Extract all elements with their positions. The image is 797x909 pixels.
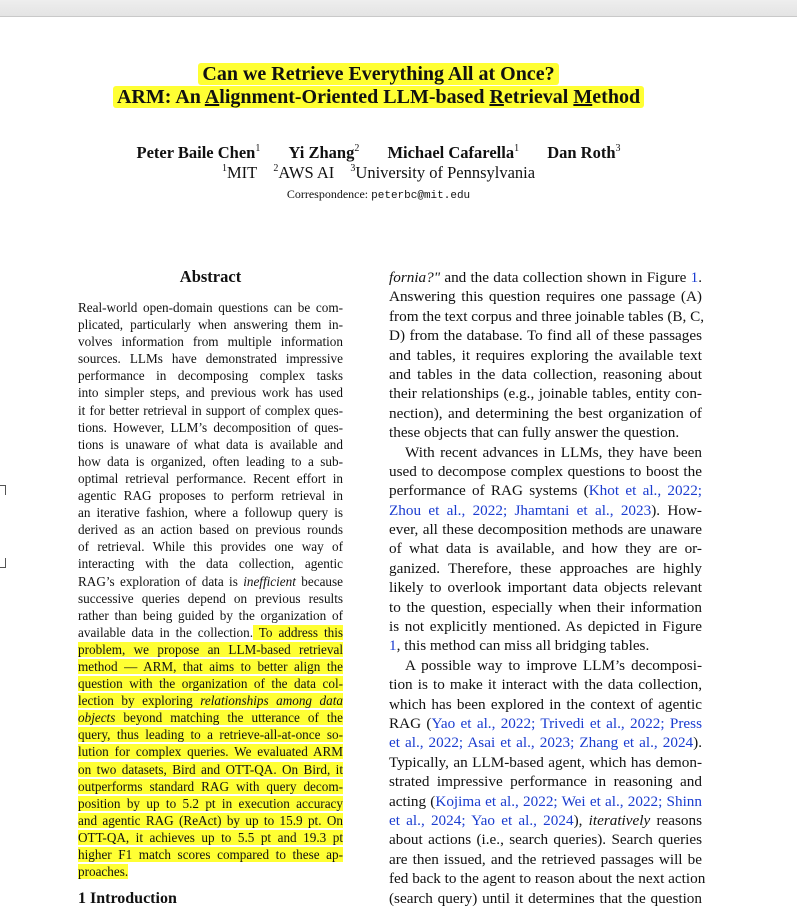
citation-link[interactable]: 1 [389,637,397,655]
intro-text: used to decompose complex questions to boost the [389,462,702,480]
intro-text: of what data is available, and how they are or- [389,540,702,558]
citation-link[interactable]: Kojima et al., 2022; Wei et al., 2022; Shinn [435,792,702,810]
abstract-line [78,641,343,658]
abstract-text: relationships among data [200,693,343,709]
intro-line [389,539,702,558]
abstract-line [78,316,343,333]
intro-line [389,443,702,462]
abstract-line [78,538,343,555]
intro-line [389,753,702,772]
abstract-text: performance in decomposing complex tasks [78,368,343,384]
intro-text: (search query) until it determines that the question [389,889,702,907]
abstract-line [78,470,343,487]
abstract-text: question with the organization of the data col- [78,676,343,692]
abstract-line [78,658,343,675]
intro-line [389,636,702,655]
abstract-line [78,778,343,795]
paper-title-subtitle: ARM: An Alignment-Oriented LLM-based Retrieval Method [113,86,644,108]
abstract-text: problem, we propose an LLM-based retrieval [78,641,343,657]
author: Michael Cafarella$^1$ [387,143,520,162]
intro-line [389,404,702,423]
intro-line [389,656,702,675]
email-link[interactable]: peterbc@mit.edu [371,190,471,202]
abstract-text: and agentic RAG (ReAct) by up to 15.9 pt. On [78,812,343,828]
intro-text: . [698,269,702,286]
abstract-line [78,384,343,401]
intro-text: fed back to the agent to reason about the next action [389,870,706,888]
intro-text: ganized. Therefore, these approaches are highly [389,559,702,577]
abstract-line [78,419,343,436]
citation-link[interactable]: Yao et al., 2022; Trivedi et al., 2022; Press [431,714,702,732]
intro-line [389,598,702,617]
abstract-line [78,350,343,367]
abstract-text: sources. LLMs have demonstrated impressive [78,351,343,367]
intro-text: ), [573,811,589,829]
paper-title-line2 [0,85,757,109]
intro-line [389,365,702,384]
intro-text: to the question, especially when their information [389,598,702,616]
intro-line [389,559,702,578]
intro-line [389,307,705,326]
abstract-line [78,453,343,470]
abstract-text: plicated, particularly when answering them in- [78,317,343,333]
intro-line [389,695,702,714]
intro-text: and the data collection shown in Figure [440,269,691,286]
abstract-text: available data in the collection. [78,624,254,640]
intro-text: RAG ( [389,714,432,732]
abstract-line [78,402,343,419]
abstract-text: rather than being guided by the organization of [78,607,343,623]
intro-text: iteratively [588,811,651,829]
introduction-body [389,268,706,908]
author: Yi Zhang$^2$ [288,143,360,162]
intro-text: acting ( [389,792,436,810]
author-list [0,143,757,163]
abstract-text: agentic RAG proposes to perform retrieval in [78,488,343,504]
intro-line [389,501,702,520]
abstract-line [78,846,343,863]
intro-text: A possible way to improve LLM’s decomposi- [405,656,702,674]
abstract-line [78,795,343,812]
abstract-text: query, thus leading to a retrieve-all-at-once so- [78,727,343,743]
viewer-toolbar [0,0,797,17]
intro-text: from the text corpus and three joinable tables (B, C, [389,307,705,325]
intro-line [389,423,702,442]
intro-line [389,889,702,908]
abstract-line [78,555,343,572]
affiliation-list [0,163,757,183]
author: Dan Roth$^3$ [547,143,621,162]
abstract-line [78,761,343,778]
intro-text: and tables, it requires exploring the available text [389,346,702,364]
abstract-text: RAG’s exploration of data is [78,573,244,589]
intro-line [389,462,702,481]
intro-text: which has been explored in the context of agentic [389,695,702,713]
abstract-text: outperforms standard RAG with query decom- [78,778,343,794]
intro-text: likely to overlook important data objects relevant [389,579,702,597]
correspondence: Correspondence: peterbc@mit.edu [286,187,471,202]
intro-text: With recent advances in LLMs, they have been [405,443,702,461]
intro-text: ). How- [651,501,702,519]
intro-text: fornia?" [389,269,441,286]
abstract-text: interacting with the data collection, agentic [78,556,343,572]
intro-line [389,384,702,403]
abstract-text: lution for complex queries. We evaluated ARM [78,744,343,760]
abstract-text: tions. However, LLM’s decomposition of ques- [78,419,343,435]
intro-text: ever, all these decomposition methods are unaware [389,521,702,539]
intro-text: , this method can miss all bridging tables. [396,637,650,655]
abstract-text: of retrieval. While this provides one way of [78,539,343,555]
intro-line [389,675,702,694]
abstract-line [78,863,343,880]
intro-line [389,850,702,869]
abstract-text: on two datasets, Bird and OTT-QA. On Bird, it [78,761,343,777]
abstract-line [78,504,343,521]
abstract-text: position by up to 5.2 pt in execution accuracy [78,795,343,811]
paper-title-line1: Can we Retrieve Everything All at Once? [0,62,757,86]
citation-link[interactable]: et al., 2024; Yao et al., 2024 [389,811,574,829]
abstract-text: OTT-QA, it achieves up to 5.5 pt and 19.3 pt [78,829,343,845]
citation-link[interactable]: Zhou et al., 2022; Jhamtani et al., 2023 [389,501,652,519]
abstract-line [78,436,343,453]
abstract-text: tions is unaware of what data is available and [78,436,343,452]
intro-text: Typically, an LLM-based agent, which has demon- [389,753,702,771]
citation-link[interactable]: et al., 2022; Asai et al., 2023; Zhang et al., 2024 [389,734,694,752]
intro-line [389,772,702,791]
intro-line [389,617,702,636]
intro-text: and tables in the data collection, reasoning about [389,365,702,383]
margin-crop-mark [0,485,6,495]
abstract-line [78,709,343,726]
abstract-text: derived as an action based on previous rounds [78,522,343,538]
abstract-line [78,812,343,829]
intro-text: these objects that can fully answer the question. [389,424,680,442]
abstract-text: higher F1 match scores compared to these ap- [78,847,343,862]
intro-line [389,869,706,888]
intro-line [389,714,702,733]
abstract-heading: Abstract [179,267,242,286]
intro-line [389,326,702,345]
abstract-text: method — ARM, that aims to better align the [78,658,343,674]
abstract-text: how data is organized, often leading to a sub- [78,453,343,469]
abstract-line [78,573,343,590]
section-heading: 1 Introduction [78,890,177,907]
abstract-text: objects [78,710,116,726]
intro-text: their relationships (e.g., joinable tables, entity con- [389,385,702,403]
abstract-body [78,299,343,880]
abstract-text: lection by exploring [78,693,201,709]
abstract-line [78,367,343,384]
intro-text: reasons [650,811,702,829]
intro-text: ). [693,734,702,752]
citation-link[interactable]: Khot et al., 2022; [588,482,703,500]
abstract-text: inefficient [243,573,296,589]
citation-link[interactable]: 1 [690,269,699,286]
abstract-text: because [295,573,344,589]
abstract-line [78,692,343,709]
intro-text: Answering this question requires one passage (A) [389,288,702,306]
abstract-line [78,487,343,504]
affiliation: $^3$University of Pennsylvania [350,163,536,182]
abstract-text: an iterative fashion, where a followup query is [78,505,343,521]
abstract-text: successive queries depend on previous results [78,590,343,606]
intro-line [389,792,702,811]
intro-line [389,268,702,287]
intro-line [389,346,702,365]
abstract-text: beyond matching the utterance of the [115,710,343,726]
intro-text: nection), and determining the best organization of [389,404,702,422]
intro-line [389,287,702,306]
intro-text: D) from the database. To find all of these passages [389,327,702,345]
margin-crop-mark [0,558,6,568]
abstract-line [78,333,343,350]
intro-line [389,811,702,830]
abstract-line [78,624,343,641]
intro-line [389,830,702,849]
intro-text: strated impressive performance in reasoning and [389,773,702,791]
abstract-line [78,743,343,760]
abstract-text: volves information from multiple information [78,334,343,350]
abstract-line [78,607,343,624]
abstract-text: To address this [253,624,344,640]
intro-line [389,520,702,539]
abstract-line [78,590,343,607]
abstract-text: into simpler steps, and previous work has used [78,385,343,401]
abstract-line [78,675,343,692]
affiliation: $^2$AWS AI [273,163,335,182]
intro-line [389,481,702,500]
intro-text: performance of RAG systems ( [389,482,589,500]
abstract-line [78,829,343,846]
intro-text: is not explicitly mentioned. As depicted in Figure [389,618,702,636]
abstract-line [78,726,343,743]
abstract-text: optimal retrieval performance. Recent effort in [78,470,343,486]
intro-text: tion is to make it interact with the data collection, [389,676,702,694]
intro-text: about actions (i.e., search queries). Search queries [389,831,702,849]
abstract-text: proaches. [78,864,129,880]
intro-line [389,578,702,597]
intro-line [389,733,702,752]
author: Peter Baile Chen$^1$ [136,143,261,162]
abstract-text: it for better retrieval in support of complex ques- [78,402,343,418]
affiliation: $^1$MIT [221,163,258,182]
abstract-line [78,521,343,538]
abstract-text: Real-world open-domain questions can be com- [78,300,343,315]
abstract-line [78,299,343,316]
intro-text: are then issued, and the retrieved passages will be [389,850,702,868]
